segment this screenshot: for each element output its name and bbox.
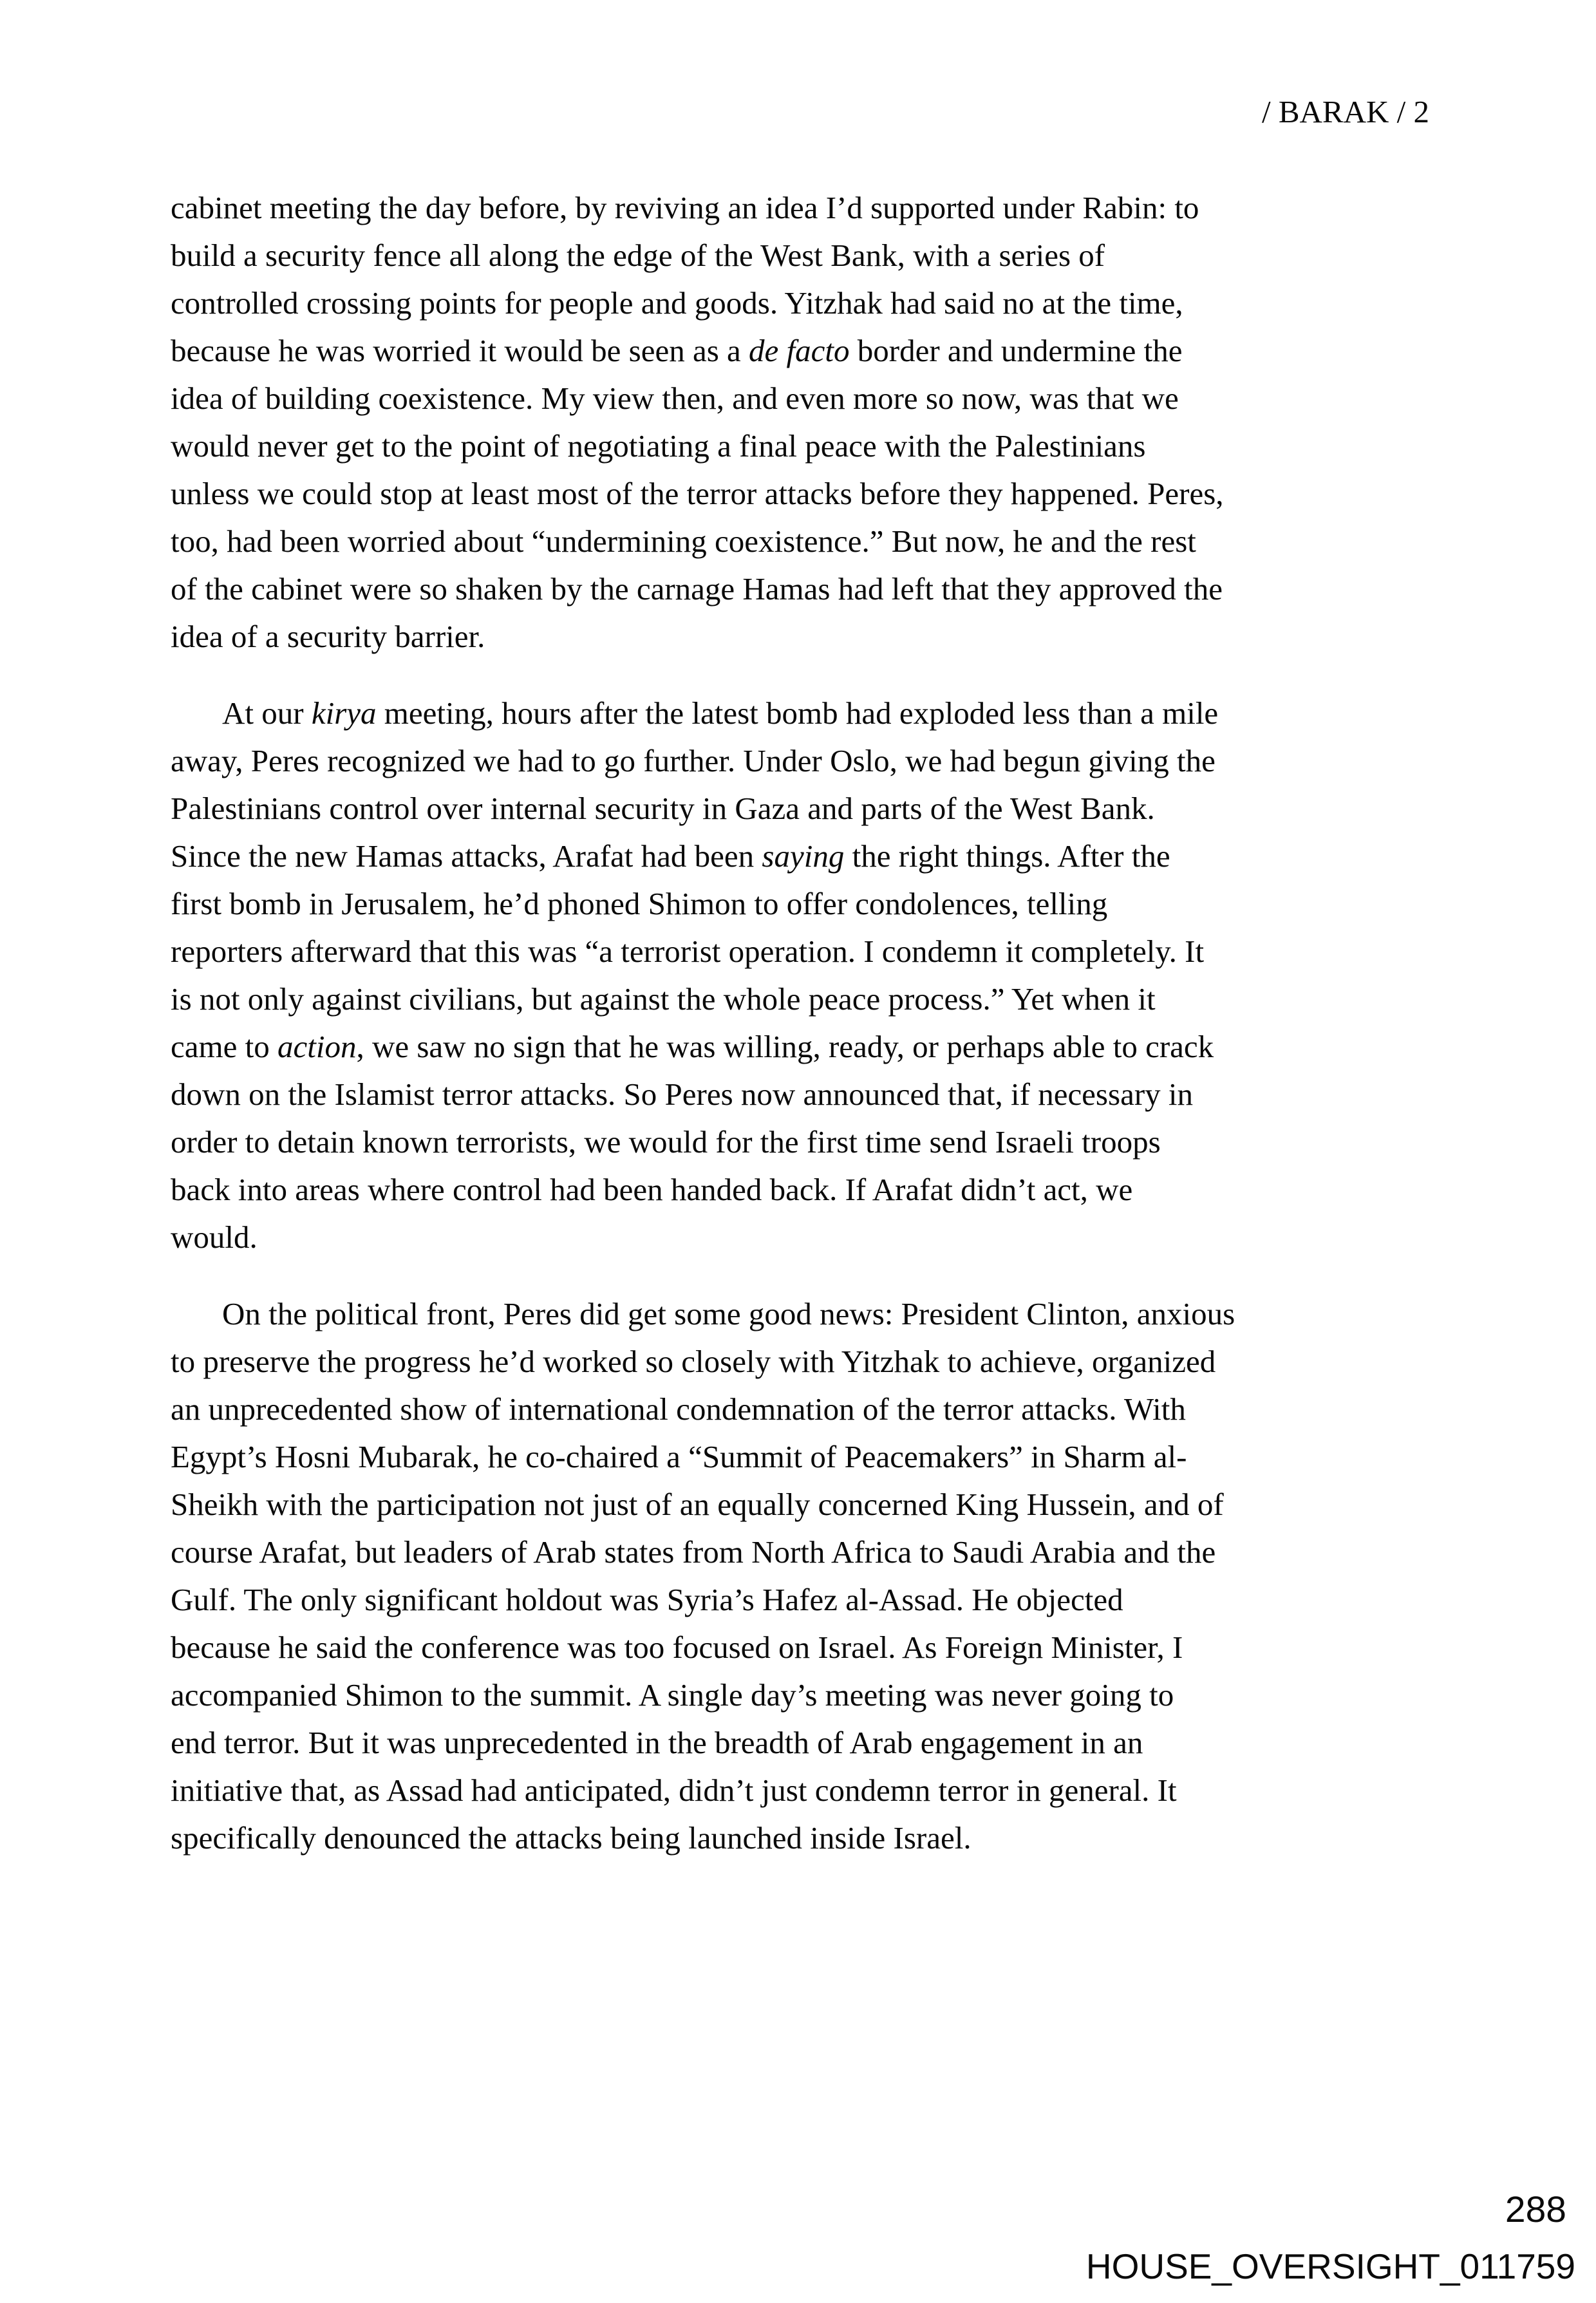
text-segment: meeting, hours after the latest bomb had exploded less than a mile (376, 695, 1219, 731)
text-segment: back into areas where control had been handed back. If Arafat didn’t act, we (171, 1172, 1133, 1207)
text-segment: , we saw no sign that he was willing, ready, or perhaps able to crack (356, 1029, 1214, 1064)
text-line (171, 1624, 1465, 1671)
text-segment: idea of a security barrier. (171, 619, 485, 654)
text-segment: reporters afterward that this was “a terrorist operation. I condemn it completely. It (171, 934, 1205, 969)
italic-text: de facto (749, 333, 850, 368)
text-line (171, 1671, 1465, 1719)
text-line (171, 1071, 1465, 1118)
text-segment: Egypt’s Hosni Mubarak, he co-chaired a “Summit of Peacemakers” in Sharm al- (171, 1439, 1187, 1474)
text-line (171, 785, 1465, 832)
text-line (171, 1118, 1465, 1166)
text-segment: would. (171, 1219, 258, 1255)
text-line (171, 975, 1465, 1023)
page-body (171, 184, 1465, 1891)
text-segment: would never get to the point of negotiating a final peace with the Palestinians (171, 428, 1146, 464)
text-segment: of the cabinet were so shaken by the carnage Hamas had left that they approved the (171, 571, 1223, 606)
text-segment: an unprecedented show of international condemnation of the terror attacks. With (171, 1391, 1186, 1427)
text-line (171, 1481, 1465, 1528)
text-line (171, 279, 1465, 327)
text-line (171, 1576, 1465, 1624)
text-segment: At our (222, 695, 312, 731)
text-line (171, 1386, 1465, 1433)
page-number: 288 (1505, 2189, 1566, 2230)
text-segment: initiative that, as Assad had anticipated, didn’t just condemn terror in general. It (171, 1772, 1177, 1808)
text-segment: Since the new Hamas attacks, Arafat had been (171, 838, 762, 874)
text-line (171, 232, 1465, 279)
text-segment: down on the Islamist terror attacks. So Peres now announced that, if necessary in (171, 1076, 1194, 1112)
paragraph (171, 1290, 1465, 1862)
text-line (171, 422, 1465, 470)
italic-text: kirya (311, 695, 377, 731)
text-segment: is not only against civilians, but against the whole peace process.” Yet when it (171, 981, 1156, 1017)
text-segment: cabinet meeting the day before, by reviving an idea I’d supported under Rabin: to (171, 190, 1199, 225)
text-segment: border and undermine the (849, 333, 1183, 368)
text-line (171, 880, 1465, 928)
text-segment: because he said the conference was too focused on Israel. As Foreign Minister, I (171, 1630, 1183, 1665)
bates-stamp: HOUSE_OVERSIGHT_011759 (1085, 2246, 1575, 2286)
text-segment: controlled crossing points for people and goods. Yitzhak had said no at the time, (171, 285, 1183, 321)
text-segment: too, had been worried about “undermining coexistence.” But now, he and the rest (171, 523, 1196, 559)
text-line (171, 184, 1465, 232)
text-line (171, 327, 1465, 375)
text-line (171, 1719, 1465, 1767)
text-segment: Gulf. The only significant holdout was Syria’s Hafez al-Assad. He objected (171, 1582, 1123, 1617)
text-segment: the right things. After the (844, 838, 1170, 874)
text-line (171, 1023, 1465, 1071)
text-line (171, 1433, 1465, 1481)
text-segment: idea of building coexistence. My view then, and even more so now, was that we (171, 381, 1179, 416)
italic-text: action (277, 1029, 357, 1064)
text-line (171, 375, 1465, 422)
text-segment: Sheikh with the participation not just of an equally concerned King Hussein, and of (171, 1487, 1224, 1522)
text-line (171, 1214, 1465, 1261)
text-segment: away, Peres recognized we had to go further. Under Oslo, we had begun giving the (171, 743, 1216, 778)
text-segment: because he was worried it would be seen as a (171, 333, 749, 368)
text-segment: to preserve the progress he’d worked so closely with Yitzhak to achieve, organized (171, 1344, 1216, 1379)
text-line (171, 1814, 1465, 1862)
text-line (171, 1166, 1465, 1214)
text-segment: build a security fence all along the edge of the West Bank, with a series of (171, 238, 1105, 273)
text-segment: specifically denounced the attacks being launched inside Israel. (171, 1820, 972, 1856)
text-line (171, 737, 1465, 785)
text-segment: unless we could stop at least most of the terror attacks before they happened. Peres, (171, 476, 1224, 511)
text-segment: On the political front, Peres did get some good news: President Clinton, anxious (222, 1296, 1235, 1331)
text-segment: order to detain known terrorists, we would for the first time send Israeli troops (171, 1124, 1161, 1160)
text-line (171, 518, 1465, 565)
text-segment: accompanied Shimon to the summit. A single day’s meeting was never going to (171, 1677, 1174, 1713)
running-head: / BARAK / 2 (1261, 94, 1429, 129)
text-segment: came to (171, 1029, 277, 1064)
text-segment: course Arafat, but leaders of Arab states from North Africa to Saudi Arabia and the (171, 1534, 1216, 1570)
text-line (171, 928, 1465, 975)
text-line (171, 470, 1465, 518)
text-segment: end terror. But it was unprecedented in the breadth of Arab engagement in an (171, 1725, 1143, 1760)
text-line (171, 690, 1465, 737)
paragraph (171, 184, 1465, 661)
text-segment: Palestinians control over internal security in Gaza and parts of the West Bank. (171, 791, 1155, 826)
text-line (171, 613, 1465, 661)
text-line (171, 1767, 1465, 1814)
text-line (171, 1338, 1465, 1386)
text-segment: first bomb in Jerusalem, he’d phoned Shimon to offer condolences, telling (171, 886, 1108, 921)
text-line (171, 832, 1465, 880)
italic-text: saying (762, 838, 845, 874)
text-line (171, 565, 1465, 613)
text-line (171, 1528, 1465, 1576)
text-line (171, 1290, 1465, 1338)
paragraph (171, 690, 1465, 1261)
